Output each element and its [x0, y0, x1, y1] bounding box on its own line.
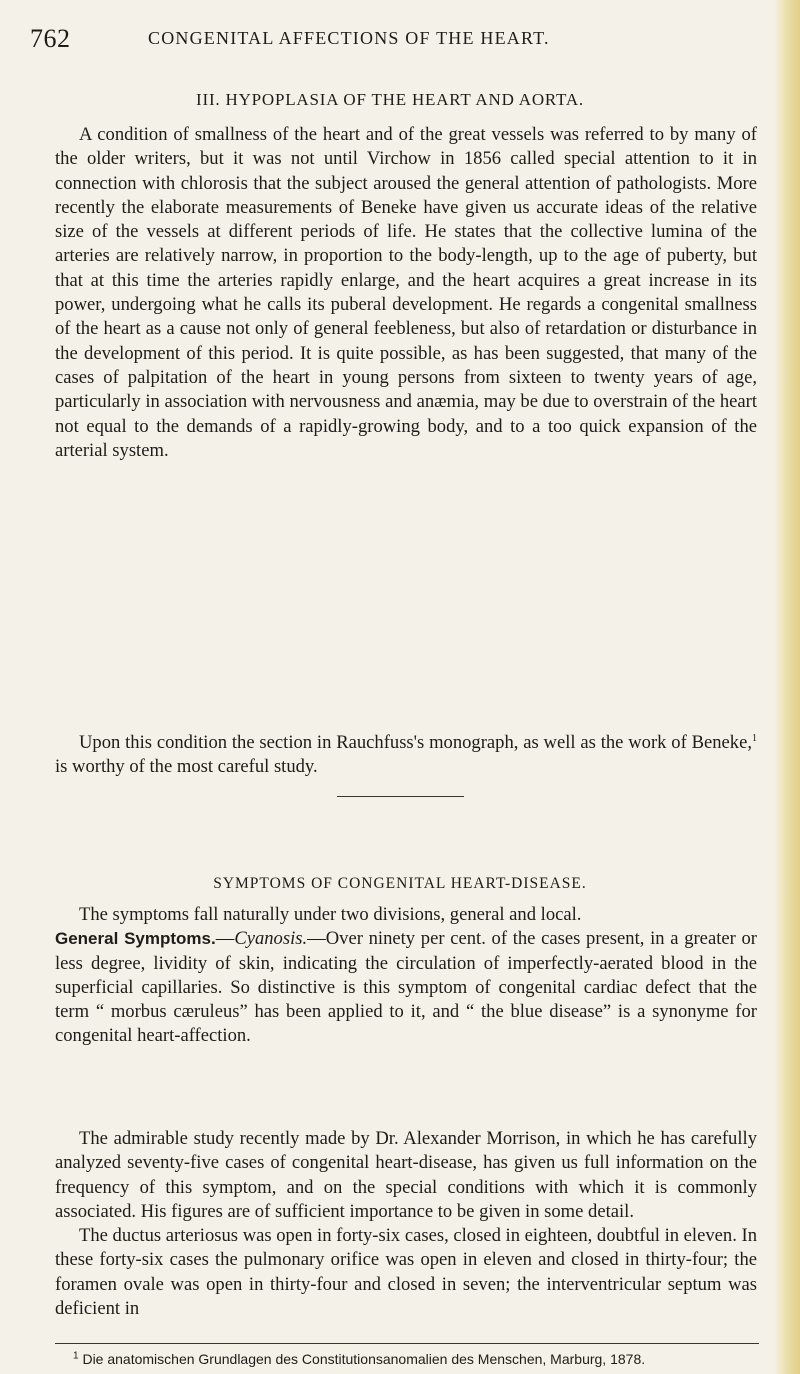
- footnote: [55, 1348, 760, 1370]
- section-divider: [337, 796, 464, 797]
- footnote-reference: 1: [752, 732, 757, 744]
- footnote-rule: [55, 1343, 759, 1344]
- running-title: CONGENITAL AFFECTIONS OF THE HEART.: [148, 28, 550, 48]
- paragraph-morrison-study: The admirable study recently made by Dr. Alexander Morrison, in which he has carefully analyzed seventy-five cases of congenital heart-disease, has given us full information on the frequency of this symptom, and on the special conditions with which it is commonly associated. His figures are of sufficient importance to be given in some detail.: [55, 1128, 757, 1222]
- paragraph-rauchfuss-tail: is worthy of the most careful study.: [55, 756, 318, 778]
- general-symptoms-subheading: General Symptoms.: [55, 929, 216, 949]
- paragraph-ductus-arteriosus: The ductus arteriosus was open in forty-six cases, closed in eighteen, doubtful in eleven. In these forty-six cases the pulmonary orifice was open in eleven and closed in thirty-four; the foramen ovale was open in thirty-four and closed in seven; the interventricular septum was deficient in: [55, 1225, 757, 1319]
- paragraph-intro-text: The symptoms fall naturally under two divisions, general and local.: [79, 904, 582, 925]
- symptoms-heading: SYMPTOMS OF CONGENITAL HEART-DISEASE.: [213, 875, 587, 892]
- em-dash: —: [215, 928, 235, 950]
- page-header: [30, 24, 758, 54]
- paragraph-hypoplasia: A condition of smallness of the heart and of the great vessels was referred to by many of the older writers, but it was not until Virchow in 1856 called special attention to it in connection with chlorosis that the subject aroused the general attention of pathologists. More recently the elaborate measurements of Beneke have given us accurate ideas of the relative size of the vessels at different periods of life. He states that the collective lumina of the arteries are relatively narrow, in proportion to the body-length, up to the age of puberty, but that at this time the arteries rapidly enlarge, and the heart acquires a great increase in its power, undergoing what he calls its puberal development. He regards a congenital smallness of the heart as a cause not only of general feebleness, but also of retardation or disturbance in the development of this period. It is quite possible, as has been suggested, that many of the cases of palpitation of the heart in young persons from sixteen to twenty years of age, particularly in association with nervousness and anæmia, may be due to overstrain of the heart not equal to the demands of a rapidly-growing body, and to a too quick expansion of the arterial system.: [55, 124, 757, 461]
- paragraph-rauchfuss: [55, 731, 757, 780]
- section-heading: [0, 90, 800, 110]
- page-number: 762: [30, 24, 71, 53]
- paragraph-general-symptoms: [55, 903, 757, 1049]
- cyanosis-label: Cyanosis.: [234, 928, 308, 950]
- footnote-text: Die anatomischen Grundlagen des Constitutionsanomalien des Menschen, Marburg, 1878.: [78, 1351, 646, 1367]
- paragraph-rauchfuss-text: Upon this condition the section in Rauchfuss's monograph, as well as the work of Beneke,: [79, 732, 752, 753]
- cyanosis-text: —Over ninety per cent. of the cases present, in a greater or less degree, lividity of skin, indicating the circulation of imperfectly-aerated blood in the superficial capillaries. So distinctive is this symptom of congenital cardiac defect that the term “ morbus cæruleus” has been applied to it, and “ the blue disease” is a synonyme for congenital heart-affection.: [55, 928, 757, 1047]
- page-edge-shadow: [774, 0, 800, 1374]
- section-heading-text: III. HYPOPLASIA OF THE HEART AND AORTA.: [196, 90, 584, 109]
- footnote-marker: 1: [73, 1350, 79, 1362]
